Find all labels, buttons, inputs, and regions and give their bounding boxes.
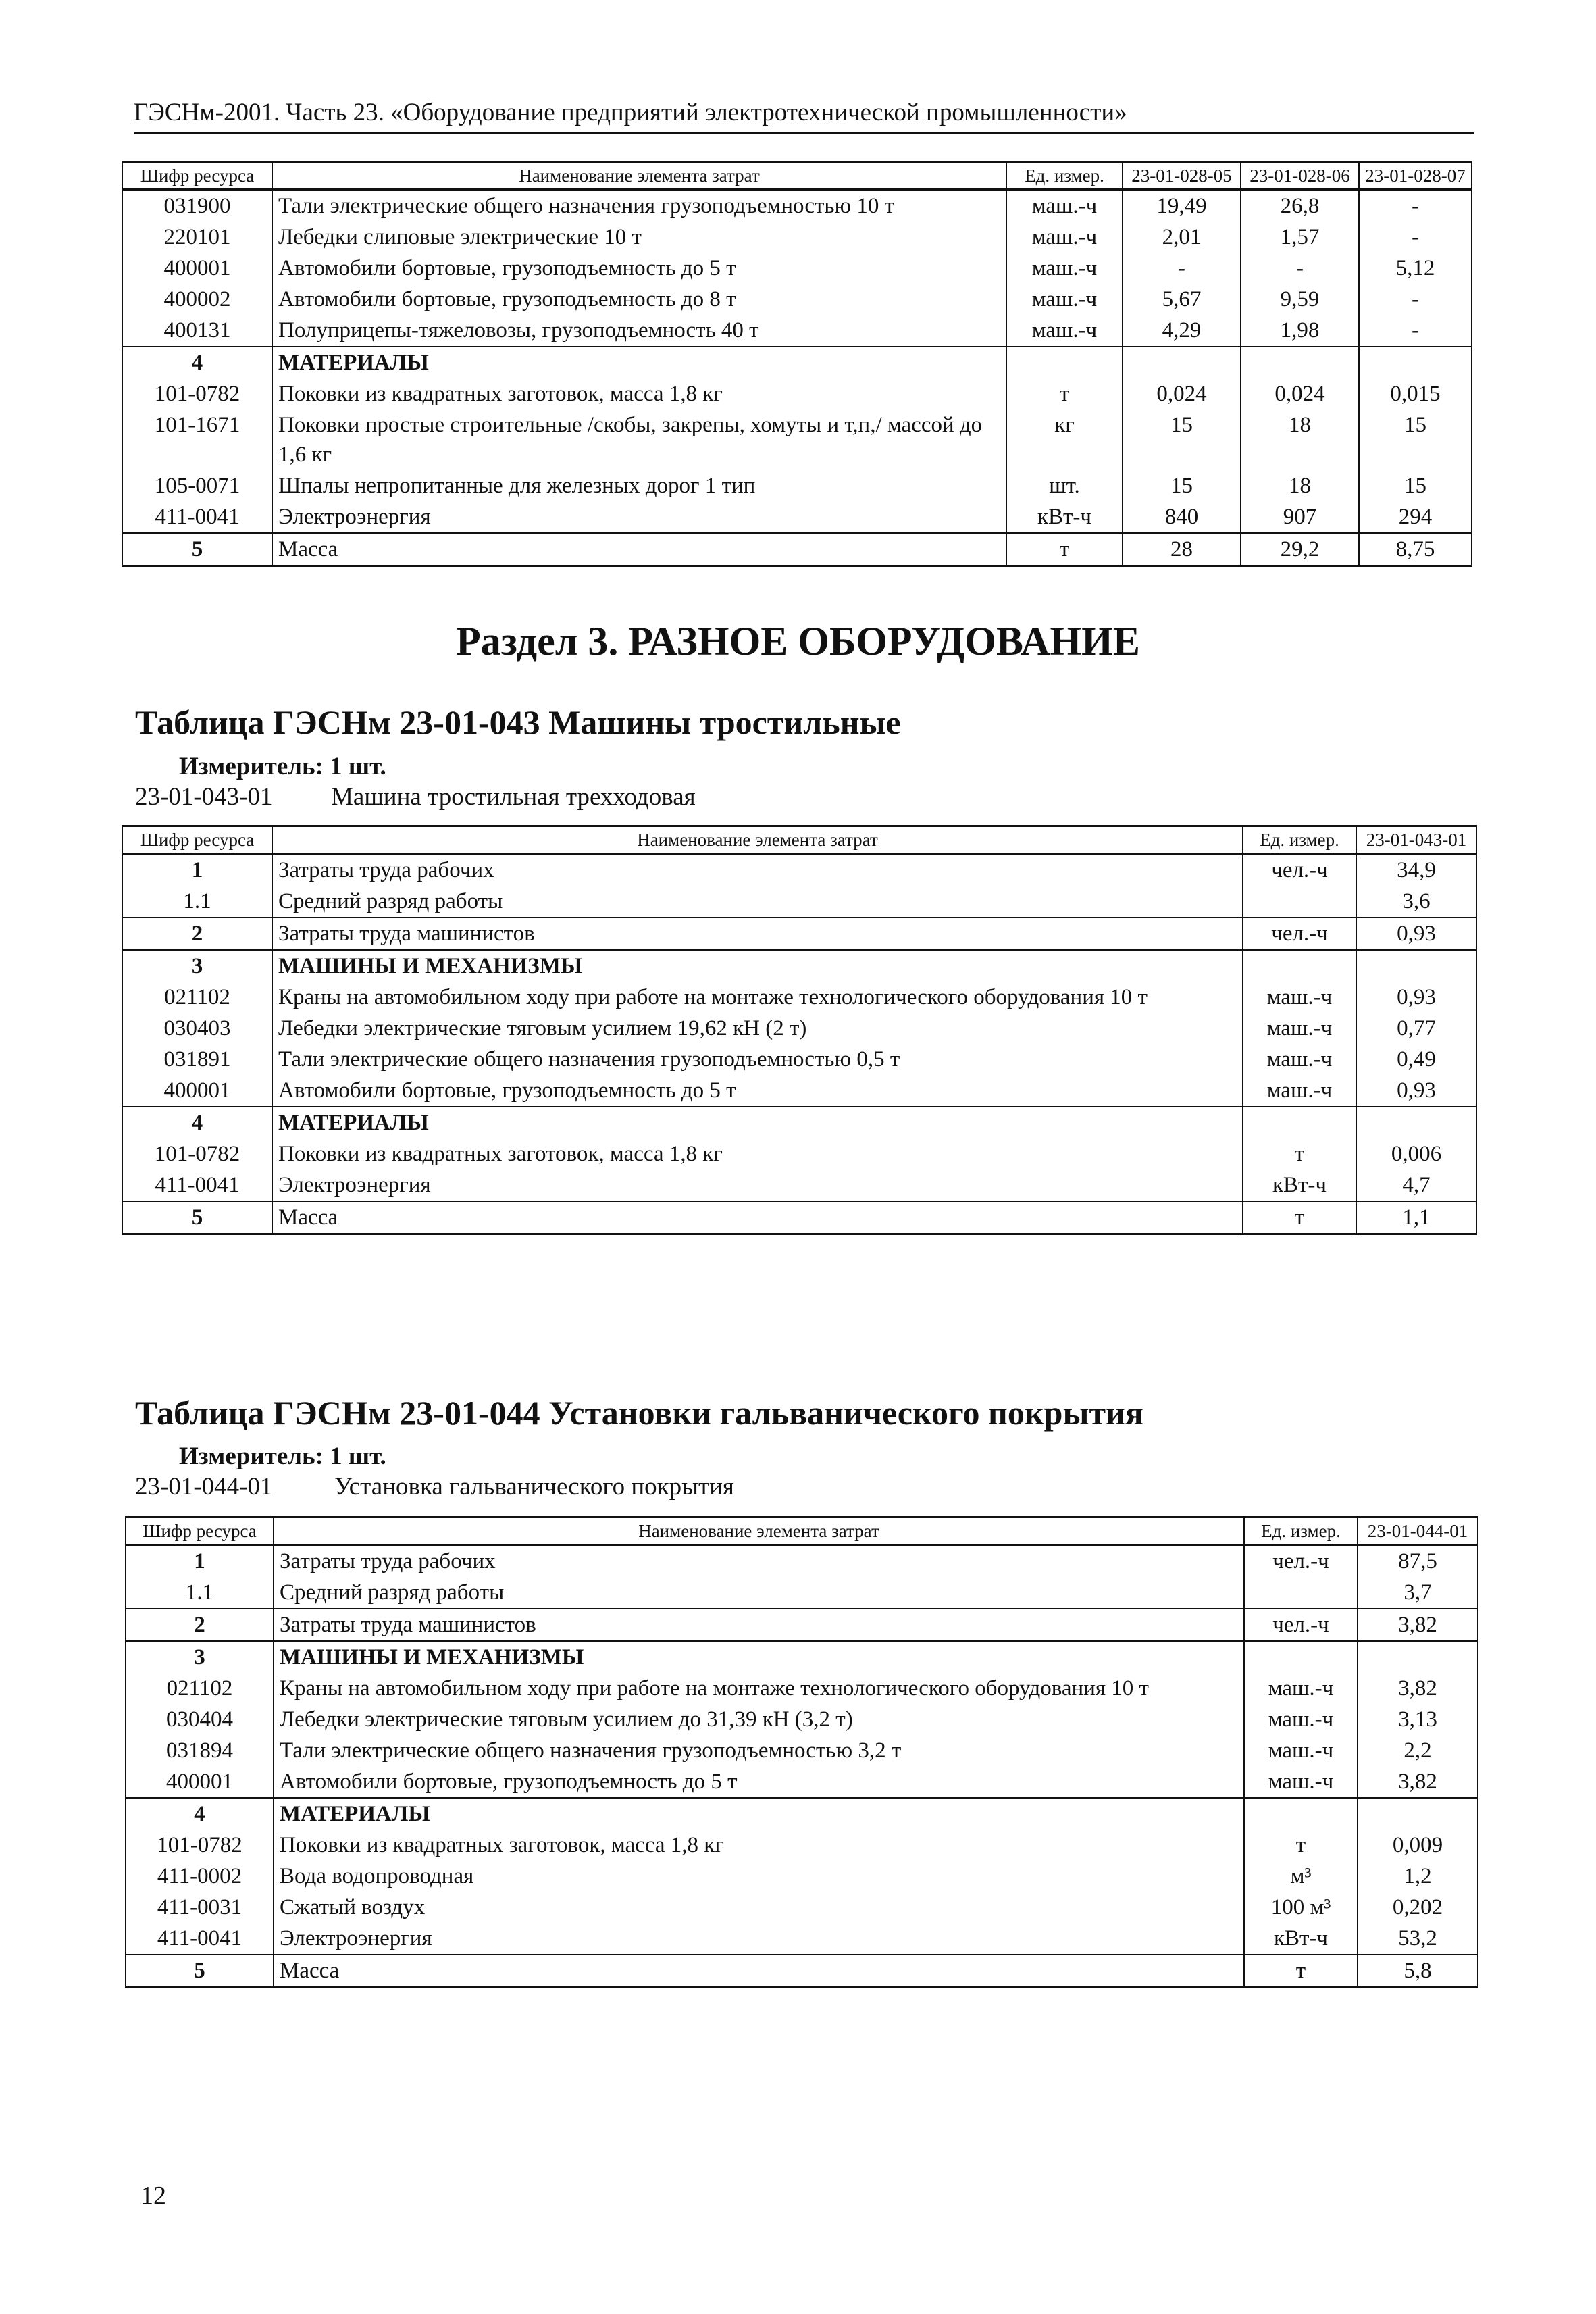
- page-number: 12: [140, 2182, 166, 2210]
- col-header-name: Наименование элемента затрат: [272, 826, 1243, 854]
- row-code: 105-0071: [122, 470, 272, 501]
- table-row: [122, 950, 1476, 982]
- row-value-3: 15: [1359, 470, 1472, 501]
- row-value-1: [1358, 1641, 1478, 1673]
- row-value-1: 53,2: [1358, 1923, 1478, 1955]
- row-value-1: 3,82: [1358, 1609, 1478, 1641]
- row-code: 400001: [122, 253, 272, 284]
- table-row: [122, 1044, 1476, 1075]
- row-code: 101-1671: [122, 409, 272, 470]
- row-code: 1: [122, 854, 272, 886]
- row-name: Тали электрические общего назначения грузоподъемностью 0,5 т: [272, 1044, 1243, 1075]
- row-name: Сжатый воздух: [274, 1892, 1244, 1923]
- row-value-1: 3,6: [1356, 886, 1476, 917]
- row-unit: [1243, 950, 1356, 982]
- table3-code-desc: Установка гальванического покрытия: [334, 1473, 734, 1501]
- table2-code-desc: Машина тростильная трехходовая: [331, 783, 696, 811]
- row-value-2: 1,98: [1241, 315, 1359, 347]
- row-value-3: 0,015: [1359, 378, 1472, 409]
- row-code: 1: [126, 1545, 274, 1578]
- row-value-1: 0,006: [1356, 1138, 1476, 1169]
- row-unit: маш.-ч: [1006, 315, 1123, 347]
- row-code: 030403: [122, 1013, 272, 1044]
- row-value-1: -: [1123, 253, 1241, 284]
- row-value-3: 15: [1359, 409, 1472, 470]
- header-rule: [134, 132, 1474, 134]
- table-row: [122, 533, 1472, 566]
- table3-code: 23-01-044-01: [135, 1473, 273, 1501]
- row-name: Автомобили бортовые, грузоподъемность до 5 т: [272, 1075, 1243, 1107]
- row-code: 031900: [122, 190, 272, 222]
- row-code: 5: [122, 1201, 272, 1234]
- row-value-1: 0,202: [1358, 1892, 1478, 1923]
- table-row: [122, 501, 1472, 533]
- row-value-3: -: [1359, 222, 1472, 253]
- table-row: [126, 1766, 1478, 1798]
- col-header-v3: 23-01-028-07: [1359, 162, 1472, 190]
- row-name: Затраты труда рабочих: [274, 1545, 1244, 1578]
- row-unit: маш.-ч: [1006, 253, 1123, 284]
- row-value-2: 29,2: [1241, 533, 1359, 566]
- row-value-1: 2,01: [1123, 222, 1241, 253]
- row-code: 101-0782: [122, 1138, 272, 1169]
- row-name: Масса: [272, 533, 1006, 566]
- table-row: [122, 470, 1472, 501]
- row-name: Поковки из квадратных заготовок, масса 1,8 кг: [272, 378, 1006, 409]
- row-value-1: 19,49: [1123, 190, 1241, 222]
- row-code: 021102: [126, 1673, 274, 1704]
- row-value-1: 0,024: [1123, 378, 1241, 409]
- row-value-1: 1,1: [1356, 1201, 1476, 1234]
- row-value-3: 8,75: [1359, 533, 1472, 566]
- row-code: 101-0782: [126, 1830, 274, 1861]
- row-name: Тали электрические общего назначения грузоподъемностью 10 т: [272, 190, 1006, 222]
- row-unit: шт.: [1006, 470, 1123, 501]
- row-unit: т: [1006, 533, 1123, 566]
- table-row: [122, 222, 1472, 253]
- table-row: [122, 854, 1476, 886]
- running-header: ГЭСНм-2001. Часть 23. «Оборудование предприятий электротехнической промышленности»: [134, 99, 1127, 126]
- row-unit: кВт-ч: [1244, 1923, 1358, 1955]
- row-value-1: 1,2: [1358, 1861, 1478, 1892]
- row-name: Поковки из квадратных заготовок, масса 1,8 кг: [272, 1138, 1243, 1169]
- row-value-2: -: [1241, 253, 1359, 284]
- row-name: МАШИНЫ И МЕХАНИЗМЫ: [272, 950, 1243, 982]
- row-unit: чел.-ч: [1244, 1609, 1358, 1641]
- table-row: [126, 1830, 1478, 1861]
- row-name: МАТЕРИАЛЫ: [274, 1798, 1244, 1830]
- table-row: [126, 1609, 1478, 1641]
- row-value-1: 3,82: [1358, 1766, 1478, 1798]
- table-row: [126, 1955, 1478, 1988]
- row-value-2: 1,57: [1241, 222, 1359, 253]
- row-code: 5: [126, 1955, 274, 1988]
- row-value-1: [1356, 1107, 1476, 1138]
- table-row: [126, 1735, 1478, 1766]
- row-value-1: 3,13: [1358, 1704, 1478, 1735]
- row-value-1: 5,8: [1358, 1955, 1478, 1988]
- row-value-2: 18: [1241, 470, 1359, 501]
- col-header-name: Наименование элемента затрат: [274, 1517, 1244, 1545]
- table-row: [122, 1169, 1476, 1201]
- row-code: 5: [122, 533, 272, 566]
- row-value-2: 907: [1241, 501, 1359, 533]
- row-value-1: 28: [1123, 533, 1241, 566]
- row-value-1: 3,7: [1358, 1577, 1478, 1609]
- col-header-unit: Ед. измер.: [1006, 162, 1123, 190]
- row-value-3: -: [1359, 284, 1472, 315]
- row-unit: маш.-ч: [1243, 1044, 1356, 1075]
- table2-resources: [122, 825, 1477, 1235]
- row-name: Затраты труда рабочих: [272, 854, 1243, 886]
- row-unit: т: [1006, 378, 1123, 409]
- row-code: 101-0782: [122, 378, 272, 409]
- row-unit: т: [1244, 1955, 1358, 1988]
- row-unit: маш.-ч: [1243, 982, 1356, 1013]
- row-value-1: 34,9: [1356, 854, 1476, 886]
- table-row: [126, 1923, 1478, 1955]
- table2-meter: Измеритель: 1 шт.: [179, 753, 386, 780]
- row-unit: чел.-ч: [1243, 854, 1356, 886]
- row-code: 2: [122, 917, 272, 950]
- row-value-1: 15: [1123, 409, 1241, 470]
- row-unit: [1243, 1107, 1356, 1138]
- table-header-row: [126, 1517, 1478, 1545]
- row-unit: [1006, 347, 1123, 378]
- row-name: Масса: [272, 1201, 1243, 1234]
- table-row: [122, 409, 1472, 470]
- row-unit: т: [1243, 1138, 1356, 1169]
- row-value-1: 2,2: [1358, 1735, 1478, 1766]
- row-value-1: 0,93: [1356, 982, 1476, 1013]
- row-name: Средний разряд работы: [274, 1577, 1244, 1609]
- row-value-3: -: [1359, 190, 1472, 222]
- table3-meter: Измеритель: 1 шт.: [179, 1442, 386, 1470]
- row-value-1: [1358, 1798, 1478, 1830]
- row-name: Электроэнергия: [272, 501, 1006, 533]
- row-unit: маш.-ч: [1006, 190, 1123, 222]
- row-name: Вода водопроводная: [274, 1861, 1244, 1892]
- row-unit: маш.-ч: [1244, 1673, 1358, 1704]
- row-name: Электроэнергия: [274, 1923, 1244, 1955]
- row-value-1: [1356, 950, 1476, 982]
- table-row: [126, 1673, 1478, 1704]
- row-unit: маш.-ч: [1243, 1013, 1356, 1044]
- row-unit: чел.-ч: [1244, 1545, 1358, 1578]
- row-unit: т: [1244, 1830, 1358, 1861]
- row-value-3: 294: [1359, 501, 1472, 533]
- row-unit: маш.-ч: [1244, 1735, 1358, 1766]
- table-header-row: [122, 826, 1476, 854]
- row-unit: маш.-ч: [1244, 1704, 1358, 1735]
- row-name: Лебедки слиповые электрические 10 т: [272, 222, 1006, 253]
- row-unit: маш.-ч: [1244, 1766, 1358, 1798]
- row-code: 411-0002: [126, 1861, 274, 1892]
- row-value-1: 4,7: [1356, 1169, 1476, 1201]
- row-unit: 100 м³: [1244, 1892, 1358, 1923]
- row-name: МАШИНЫ И МЕХАНИЗМЫ: [274, 1641, 1244, 1673]
- row-name: Шпалы непропитанные для железных дорог 1 тип: [272, 470, 1006, 501]
- table-row: [122, 315, 1472, 347]
- table2-title: Таблица ГЭСНм 23-01-043 Машины тростильные: [135, 703, 901, 741]
- row-name: Лебедки электрические тяговым усилием 19,62 кН (2 т): [272, 1013, 1243, 1044]
- row-name: Автомобили бортовые, грузоподъемность до 5 т: [274, 1766, 1244, 1798]
- row-name: Затраты труда машинистов: [272, 917, 1243, 950]
- row-name: Средний разряд работы: [272, 886, 1243, 917]
- row-code: 031891: [122, 1044, 272, 1075]
- row-unit: [1244, 1577, 1358, 1609]
- row-value-1: 0,93: [1356, 1075, 1476, 1107]
- col-header-code: Шифр ресурса: [122, 162, 272, 190]
- table-row: [122, 1075, 1476, 1107]
- row-unit: кВт-ч: [1006, 501, 1123, 533]
- row-code: 3: [126, 1641, 274, 1673]
- row-value-1: 87,5: [1358, 1545, 1478, 1578]
- row-name: МАТЕРИАЛЫ: [272, 347, 1006, 378]
- row-value-3: -: [1359, 315, 1472, 347]
- row-code: 4: [122, 347, 272, 378]
- row-name: Поковки простые строительные /скобы, закрепы, хомуты и т,п,/ массой до 1,6 кг: [272, 409, 1006, 470]
- col-header-unit: Ед. измер.: [1243, 826, 1356, 854]
- table-row: [122, 917, 1476, 950]
- table-header-row: [122, 162, 1472, 190]
- table-row: [126, 1704, 1478, 1735]
- row-code: 400002: [122, 284, 272, 315]
- table-row: [122, 190, 1472, 222]
- row-unit: м³: [1244, 1861, 1358, 1892]
- table-row: [122, 1138, 1476, 1169]
- row-unit: [1244, 1641, 1358, 1673]
- row-name: Затраты труда машинистов: [274, 1609, 1244, 1641]
- table-row: [122, 378, 1472, 409]
- table3-title: Таблица ГЭСНм 23-01-044 Установки гальванического покрытия: [135, 1394, 1143, 1432]
- table-row: [126, 1861, 1478, 1892]
- row-name: Автомобили бортовые, грузоподъемность до 5 т: [272, 253, 1006, 284]
- row-name: Тали электрические общего назначения грузоподъемностью 3,2 т: [274, 1735, 1244, 1766]
- row-code: 400001: [126, 1766, 274, 1798]
- section-title: Раздел 3. РАЗНОЕ ОБОРУДОВАНИЕ: [456, 619, 1140, 663]
- row-unit: [1244, 1798, 1358, 1830]
- row-unit: [1243, 886, 1356, 917]
- row-value-1: 4,29: [1123, 315, 1241, 347]
- table3-resources: [125, 1516, 1478, 1988]
- row-value-1: 15: [1123, 470, 1241, 501]
- row-code: 3: [122, 950, 272, 982]
- table-row: [122, 1013, 1476, 1044]
- row-name: Лебедки электрические тяговым усилием до 31,39 кН (3,2 т): [274, 1704, 1244, 1735]
- row-value-1: 840: [1123, 501, 1241, 533]
- row-name: Краны на автомобильном ходу при работе на монтаже технологического оборудования 10 т: [274, 1673, 1244, 1704]
- col-header-value: 23-01-044-01: [1358, 1517, 1478, 1545]
- row-unit: маш.-ч: [1006, 284, 1123, 315]
- row-unit: кг: [1006, 409, 1123, 470]
- col-header-name: Наименование элемента затрат: [272, 162, 1006, 190]
- row-code: 220101: [122, 222, 272, 253]
- row-value-2: 9,59: [1241, 284, 1359, 315]
- table-row: [126, 1641, 1478, 1673]
- row-value-2: 0,024: [1241, 378, 1359, 409]
- row-code: 4: [126, 1798, 274, 1830]
- row-code: 4: [122, 1107, 272, 1138]
- top-resource-table: [122, 161, 1472, 567]
- table-row: [126, 1798, 1478, 1830]
- col-header-v2: 23-01-028-06: [1241, 162, 1359, 190]
- row-value-1: 0,009: [1358, 1830, 1478, 1861]
- row-value-3: [1359, 347, 1472, 378]
- row-code: 411-0041: [126, 1923, 274, 1955]
- col-header-value: 23-01-043-01: [1356, 826, 1476, 854]
- row-value-1: [1123, 347, 1241, 378]
- col-header-code: Шифр ресурса: [122, 826, 272, 854]
- row-code: 031894: [126, 1735, 274, 1766]
- table-row: [122, 284, 1472, 315]
- row-name: МАТЕРИАЛЫ: [272, 1107, 1243, 1138]
- table-row: [122, 253, 1472, 284]
- table-row: [126, 1545, 1478, 1578]
- row-value-3: 5,12: [1359, 253, 1472, 284]
- row-code: 411-0041: [122, 501, 272, 533]
- row-value-1: 0,93: [1356, 917, 1476, 950]
- row-code: 2: [126, 1609, 274, 1641]
- table-row: [122, 347, 1472, 378]
- row-name: Поковки из квадратных заготовок, масса 1,8 кг: [274, 1830, 1244, 1861]
- table-row: [122, 982, 1476, 1013]
- row-unit: чел.-ч: [1243, 917, 1356, 950]
- row-value-1: 0,49: [1356, 1044, 1476, 1075]
- row-value-1: 0,77: [1356, 1013, 1476, 1044]
- row-code: 030404: [126, 1704, 274, 1735]
- table-row: [126, 1577, 1478, 1609]
- row-name: Полуприцепы-тяжеловозы, грузоподъемность 40 т: [272, 315, 1006, 347]
- row-unit: кВт-ч: [1243, 1169, 1356, 1201]
- row-value-1: 5,67: [1123, 284, 1241, 315]
- col-header-v1: 23-01-028-05: [1123, 162, 1241, 190]
- row-name: Краны на автомобильном ходу при работе на монтаже технологического оборудования 10 т: [272, 982, 1243, 1013]
- row-unit: маш.-ч: [1243, 1075, 1356, 1107]
- row-code: 1.1: [126, 1577, 274, 1609]
- row-code: 411-0041: [122, 1169, 272, 1201]
- table-row: [122, 1201, 1476, 1234]
- row-name: Масса: [274, 1955, 1244, 1988]
- row-code: 400131: [122, 315, 272, 347]
- row-code: 400001: [122, 1075, 272, 1107]
- table2-code: 23-01-043-01: [135, 783, 273, 811]
- row-name: Электроэнергия: [272, 1169, 1243, 1201]
- row-value-2: 18: [1241, 409, 1359, 470]
- table-row: [122, 886, 1476, 917]
- row-value-2: 26,8: [1241, 190, 1359, 222]
- row-code: 021102: [122, 982, 272, 1013]
- row-value-1: 3,82: [1358, 1673, 1478, 1704]
- col-header-unit: Ед. измер.: [1244, 1517, 1358, 1545]
- row-unit: т: [1243, 1201, 1356, 1234]
- table-row: [126, 1892, 1478, 1923]
- row-name: Автомобили бортовые, грузоподъемность до 8 т: [272, 284, 1006, 315]
- row-code: 411-0031: [126, 1892, 274, 1923]
- row-code: 1.1: [122, 886, 272, 917]
- row-unit: маш.-ч: [1006, 222, 1123, 253]
- row-value-2: [1241, 347, 1359, 378]
- col-header-code: Шифр ресурса: [126, 1517, 274, 1545]
- table-row: [122, 1107, 1476, 1138]
